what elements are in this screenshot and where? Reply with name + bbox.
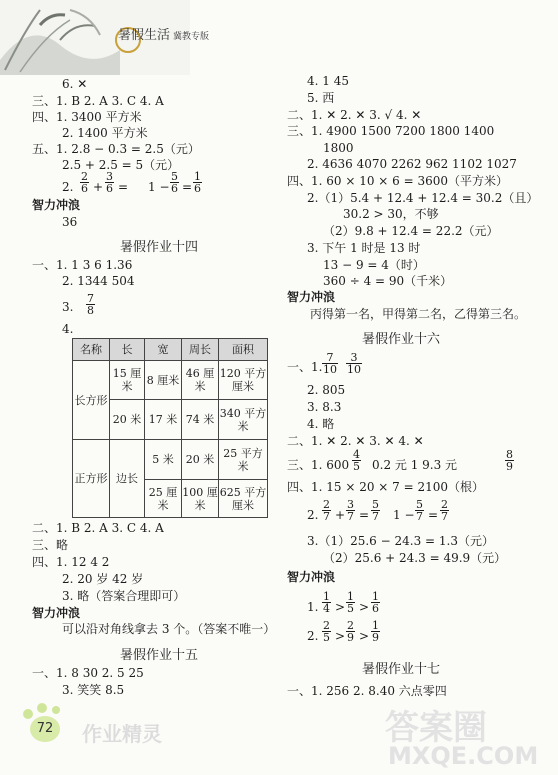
answer-line: 3. 下午 1 时是 13 时 bbox=[307, 241, 421, 255]
operator: + bbox=[93, 180, 104, 194]
fraction: $\frac{8}{9}$ bbox=[506, 448, 513, 473]
fraction: $\frac{3}{7}$ bbox=[347, 498, 354, 523]
answer-line: 2. bbox=[307, 629, 319, 643]
section-label: 智力冲浪 bbox=[32, 198, 81, 212]
operator: = bbox=[428, 508, 439, 522]
answer-line: 4. 1 45 bbox=[307, 74, 349, 88]
answer-line: 2.（1）5.4 + 12.4 + 12.4 = 30.2（且） bbox=[307, 191, 539, 205]
answer-line: 2.5 + 2.5 = 5（元） bbox=[62, 158, 180, 172]
answer-line: 四、1. 3400 平方米 bbox=[32, 110, 142, 124]
table-cell: 20 米 bbox=[110, 400, 145, 440]
fraction: $\frac{1}{5}$ bbox=[347, 590, 354, 615]
fraction: $\frac{4}{5}$ bbox=[353, 448, 360, 473]
answer-line: 3. 笑笑 8.5 bbox=[62, 683, 125, 697]
answer-line: 6. ✕ bbox=[62, 77, 88, 91]
section-label: 智力冲浪 bbox=[287, 290, 336, 304]
answer-line: 可以沿对角线拿去 3 个。（答案不唯一） bbox=[62, 622, 276, 636]
table-cell: 25 平方米 bbox=[219, 440, 268, 480]
table-cell: 正方形 bbox=[73, 440, 110, 518]
section-title: 暑假作业十七 bbox=[362, 662, 441, 677]
answer-line: 3. 8.3 bbox=[307, 400, 342, 414]
answer-line: 2. bbox=[62, 180, 74, 194]
fraction: $\frac{2}{7}$ bbox=[323, 498, 330, 523]
section-title: 暑假作业十五 bbox=[120, 648, 199, 663]
fraction: $\frac{1}{6}$ bbox=[372, 590, 379, 615]
operator: + bbox=[335, 508, 346, 522]
section-title: 暑假作业十六 bbox=[362, 332, 441, 347]
answer-line: 一、1. 8 30 2. 5 25 bbox=[32, 666, 144, 680]
fraction: $\frac{3}{6}$ bbox=[106, 170, 113, 195]
answer-line: 二、1. ✕ 2. ✕ 3. ✕ 4. ✕ bbox=[287, 434, 424, 448]
fraction: $\frac{5}{7}$ bbox=[372, 498, 379, 523]
answer-line: 1 − bbox=[393, 508, 415, 522]
answer-line: 13 − 9 = 4（时） bbox=[323, 258, 425, 272]
brand-title: 暑假生活 冀教专版 bbox=[118, 28, 210, 43]
fraction: $\frac{5}{6}$ bbox=[171, 170, 178, 195]
watermark: 作业精灵 bbox=[82, 722, 162, 746]
table-cell: 340 平方米 bbox=[219, 400, 268, 440]
answer-line: 三、1. 4900 1500 7200 1800 1400 bbox=[287, 124, 495, 138]
table-cell: 74 米 bbox=[182, 400, 219, 440]
answer-line: 1 − bbox=[148, 180, 170, 194]
fraction: $\frac{7}{10}$ bbox=[323, 351, 337, 376]
answer-line: 四、1. 60 × 10 × 6 = 3600（平方米） bbox=[287, 174, 509, 188]
operator: = bbox=[359, 508, 370, 522]
answer-line: 一、1. 256 2. 8.40 六点零四 bbox=[287, 684, 447, 698]
operator: = bbox=[182, 180, 193, 194]
table-header: 周长 bbox=[182, 339, 219, 361]
table-cell: 120 平方厘米 bbox=[219, 361, 268, 400]
watermark: 答案圈 bbox=[385, 708, 487, 748]
table-cell: 8 厘米 bbox=[145, 361, 182, 400]
answer-line: 丙得第一名，甲得第二名，乙得第三名。 bbox=[310, 307, 527, 321]
answer-line: 四、1. 12 4 2 bbox=[32, 555, 110, 569]
answer-line: 二、1. B 2. A 3. C 4. A bbox=[32, 521, 164, 535]
answer-line: 2. 805 bbox=[307, 383, 346, 397]
table-cell: 边长 bbox=[110, 440, 145, 518]
operator: > bbox=[335, 600, 346, 614]
answer-line: 2. 4636 4070 2262 962 1102 1027 bbox=[307, 157, 517, 171]
answer-line: （2）9.8 + 12.4 = 22.2（元） bbox=[323, 224, 499, 238]
fraction: $\frac{1}{6}$ bbox=[194, 170, 201, 195]
table-cell: 长方形 bbox=[73, 361, 110, 440]
fraction: $\frac{1}{4}$ bbox=[323, 590, 330, 615]
table-cell: 20 米 bbox=[182, 440, 219, 480]
answer-line: 36 bbox=[62, 215, 78, 229]
answer-line: 2. 20 岁 42 岁 bbox=[62, 572, 144, 586]
fraction: $\frac{5}{7}$ bbox=[416, 498, 423, 523]
answer-line: 一、1. 1 3 6 1.36 bbox=[32, 258, 133, 272]
answer-line: 3. bbox=[62, 300, 74, 314]
operator: = bbox=[118, 180, 129, 194]
fraction: $\frac{2}{9}$ bbox=[347, 619, 354, 644]
fraction: $\frac{2}{6}$ bbox=[81, 170, 88, 195]
operator: > bbox=[359, 629, 370, 643]
answer-line: 360 ÷ 4 = 90（千米） bbox=[323, 274, 453, 288]
answer-line: 一、1. bbox=[287, 360, 323, 374]
answer-line: 5. 西 bbox=[307, 91, 335, 105]
answer-line: 30.2 > 30，不够 bbox=[343, 207, 439, 221]
answer-line: 三、1. 600 bbox=[287, 458, 350, 472]
operator: > bbox=[335, 629, 346, 643]
operator: > bbox=[359, 600, 370, 614]
answer-line: 3.（1）25.6 − 24.3 = 1.3（元） bbox=[307, 534, 494, 548]
answer-line: 三、略 bbox=[32, 538, 69, 552]
table-header: 名称 bbox=[73, 339, 110, 361]
answer-table bbox=[72, 338, 268, 518]
answer-line: 3. 略（答案合理即可） bbox=[62, 589, 186, 603]
table-header: 面积 bbox=[219, 339, 268, 361]
table-cell: 5 米 bbox=[145, 440, 182, 480]
fraction: $\frac{1}{9}$ bbox=[372, 619, 379, 644]
answer-line: 五、1. 2.8 − 0.3 = 2.5（元） bbox=[32, 142, 200, 156]
answer-line: 0.2 元 1 9.3 元 bbox=[372, 458, 458, 472]
answer-line: 2. bbox=[307, 508, 319, 522]
fraction: $\frac{2}{5}$ bbox=[323, 619, 330, 644]
table-cell: 25 厘米 bbox=[145, 480, 182, 518]
answer-line: 1. bbox=[307, 600, 319, 614]
fraction: $\frac{7}{8}$ bbox=[87, 292, 94, 317]
answer-line: （2）25.6 + 24.3 = 49.9（元） bbox=[323, 551, 507, 565]
answer-line: 三、1. B 2. A 3. C 4. A bbox=[32, 94, 164, 108]
table-header: 宽 bbox=[145, 339, 182, 361]
fraction: $\frac{3}{10}$ bbox=[347, 351, 361, 376]
table-cell: 17 米 bbox=[145, 400, 182, 440]
table-header: 长 bbox=[110, 339, 145, 361]
answer-line: 1800 bbox=[323, 141, 354, 155]
section-label: 智力冲浪 bbox=[287, 570, 336, 584]
answer-line: 2. 1400 平方米 bbox=[62, 126, 148, 140]
section-title: 暑假作业十四 bbox=[120, 240, 199, 255]
answer-line: 四、1. 15 × 20 × 7 = 2100（根） bbox=[287, 480, 485, 494]
table-cell: 15 厘米 bbox=[110, 361, 145, 400]
answer-line: 2. 1344 504 bbox=[62, 274, 135, 288]
page-number: 72 bbox=[30, 716, 60, 742]
answer-line: 4. bbox=[62, 322, 74, 336]
section-label: 智力冲浪 bbox=[32, 606, 81, 620]
answer-line: 4. 略 bbox=[307, 417, 335, 431]
answer-line: 二、1. ✕ 2. ✕ 3. √ 4. ✕ bbox=[287, 108, 422, 122]
fraction: $\frac{2}{7}$ bbox=[441, 498, 448, 523]
table-cell: 625 平方厘米 bbox=[219, 480, 268, 518]
table-cell: 100 厘米 bbox=[182, 480, 219, 518]
watermark: MXQE.COM bbox=[388, 742, 539, 770]
table-cell: 46 厘米 bbox=[182, 361, 219, 400]
